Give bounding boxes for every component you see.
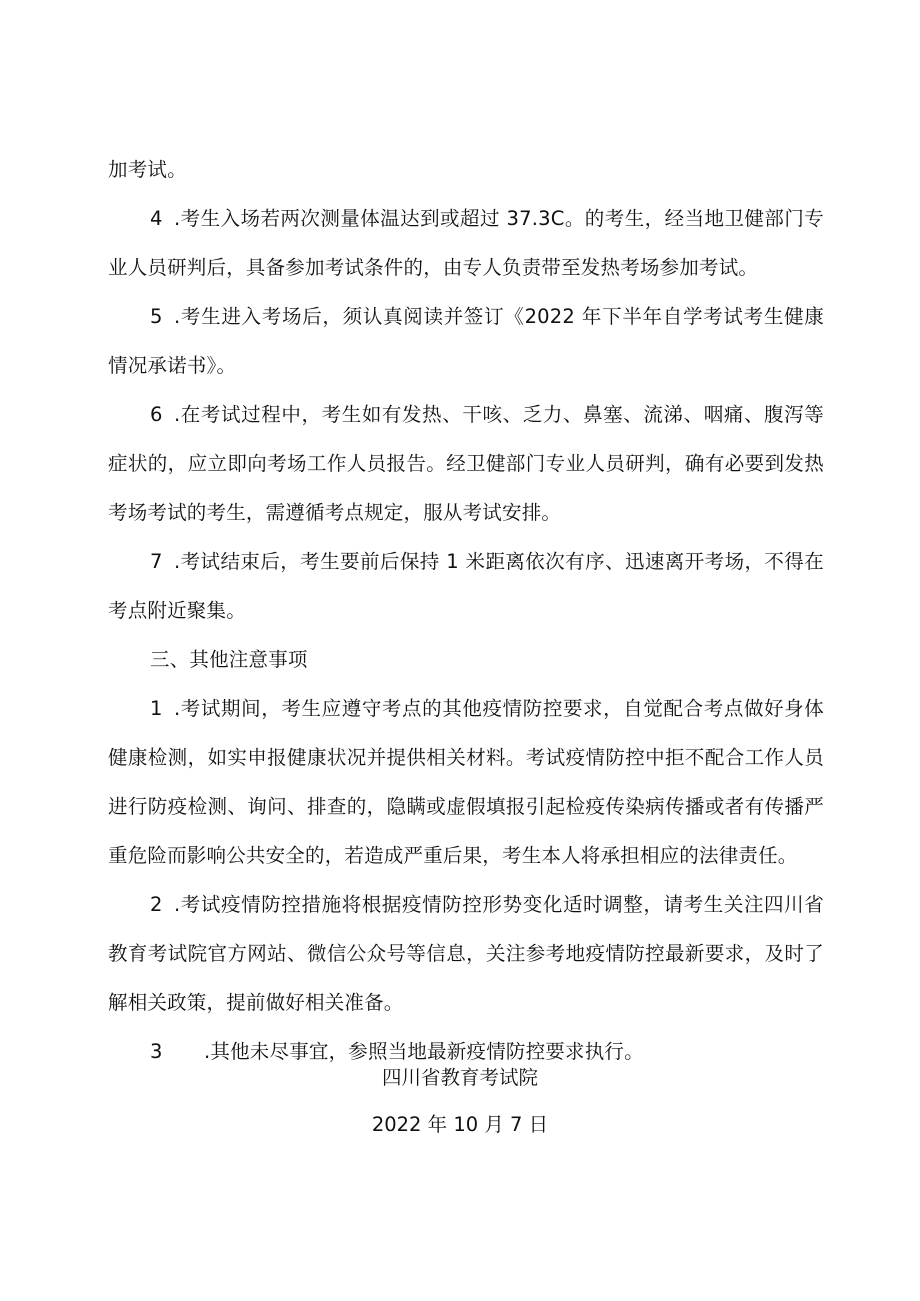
item-paragraph-4 — [108, 194, 824, 292]
item-text: .考试结束后，考生要前后保持 1 米距离依次有序、迅速离开考场，不得在考点附近聚集。 — [108, 550, 824, 622]
item-number: 1 — [150, 697, 163, 720]
signature-organization: 四川省教育考试院 — [381, 1066, 538, 1089]
item-paragraph-6 — [108, 390, 824, 537]
document-body — [108, 145, 824, 1076]
signature-date: 2022 年 10 月 7 日 — [371, 1113, 549, 1136]
section-item-paragraph-1 — [108, 684, 824, 880]
continuation-paragraph: 加考试。 — [108, 158, 187, 181]
section-heading: 三、其他注意事项 — [150, 648, 308, 671]
item-text: .其他未尽事宜，参照当地最新疫情防控要求执行。 — [204, 1040, 644, 1063]
item-paragraph-7 — [108, 537, 824, 635]
item-number: 3 — [150, 1040, 163, 1063]
item-number: 6 — [150, 403, 163, 426]
item-paragraph-5 — [108, 292, 824, 390]
item-text: .在考试过程中，考生如有发热、干咳、乏力、鼻塞、流涕、咽痛、腹泻等症状的，应立即向考场工作人员报告。经卫健部门专业人员研判，确有必要到发热考场考试的考生，需遵循考点规定，服从考试安排。 — [108, 403, 824, 524]
item-number: 7 — [150, 550, 163, 573]
item-text: .考生入场若两次测量体温达到或超过 37.3C。的考生，经当地卫健部门专业人员研判后，具备参加考试条件的，由专人负责带至发热考场参加考试。 — [108, 207, 824, 279]
item-text: .考试期间，考生应遵守考点的其他疫情防控要求，自觉配合考点做好身体健康检测，如实申报健康状况并提供相关材料。考试疫情防控中拒不配合工作人员进行防疫检测、询问、排查的，隐瞒或虚假填报引起检疫传染病传播或者有传播严重危险而影响公共安全的，若造成严重后果，考生本人将承担相应的法律责任。 — [108, 697, 824, 867]
item-number: 5 — [150, 305, 163, 328]
item-number: 2 — [150, 893, 163, 916]
section-item-paragraph-2 — [108, 880, 824, 1027]
item-text: .考试疫情防控措施将根据疫情防控形势变化适时调整，请考生关注四川省教育考试院官方网站、微信公众号等信息，关注参考地疫情防控最新要求，及时了解相关政策，提前做好相关准备。 — [108, 893, 824, 1014]
item-number: 4 — [150, 207, 163, 230]
item-text: .考生进入考场后，须认真阅读并签订《2022 年下半年自学考试考生健康情况承诺书》。 — [108, 305, 824, 377]
